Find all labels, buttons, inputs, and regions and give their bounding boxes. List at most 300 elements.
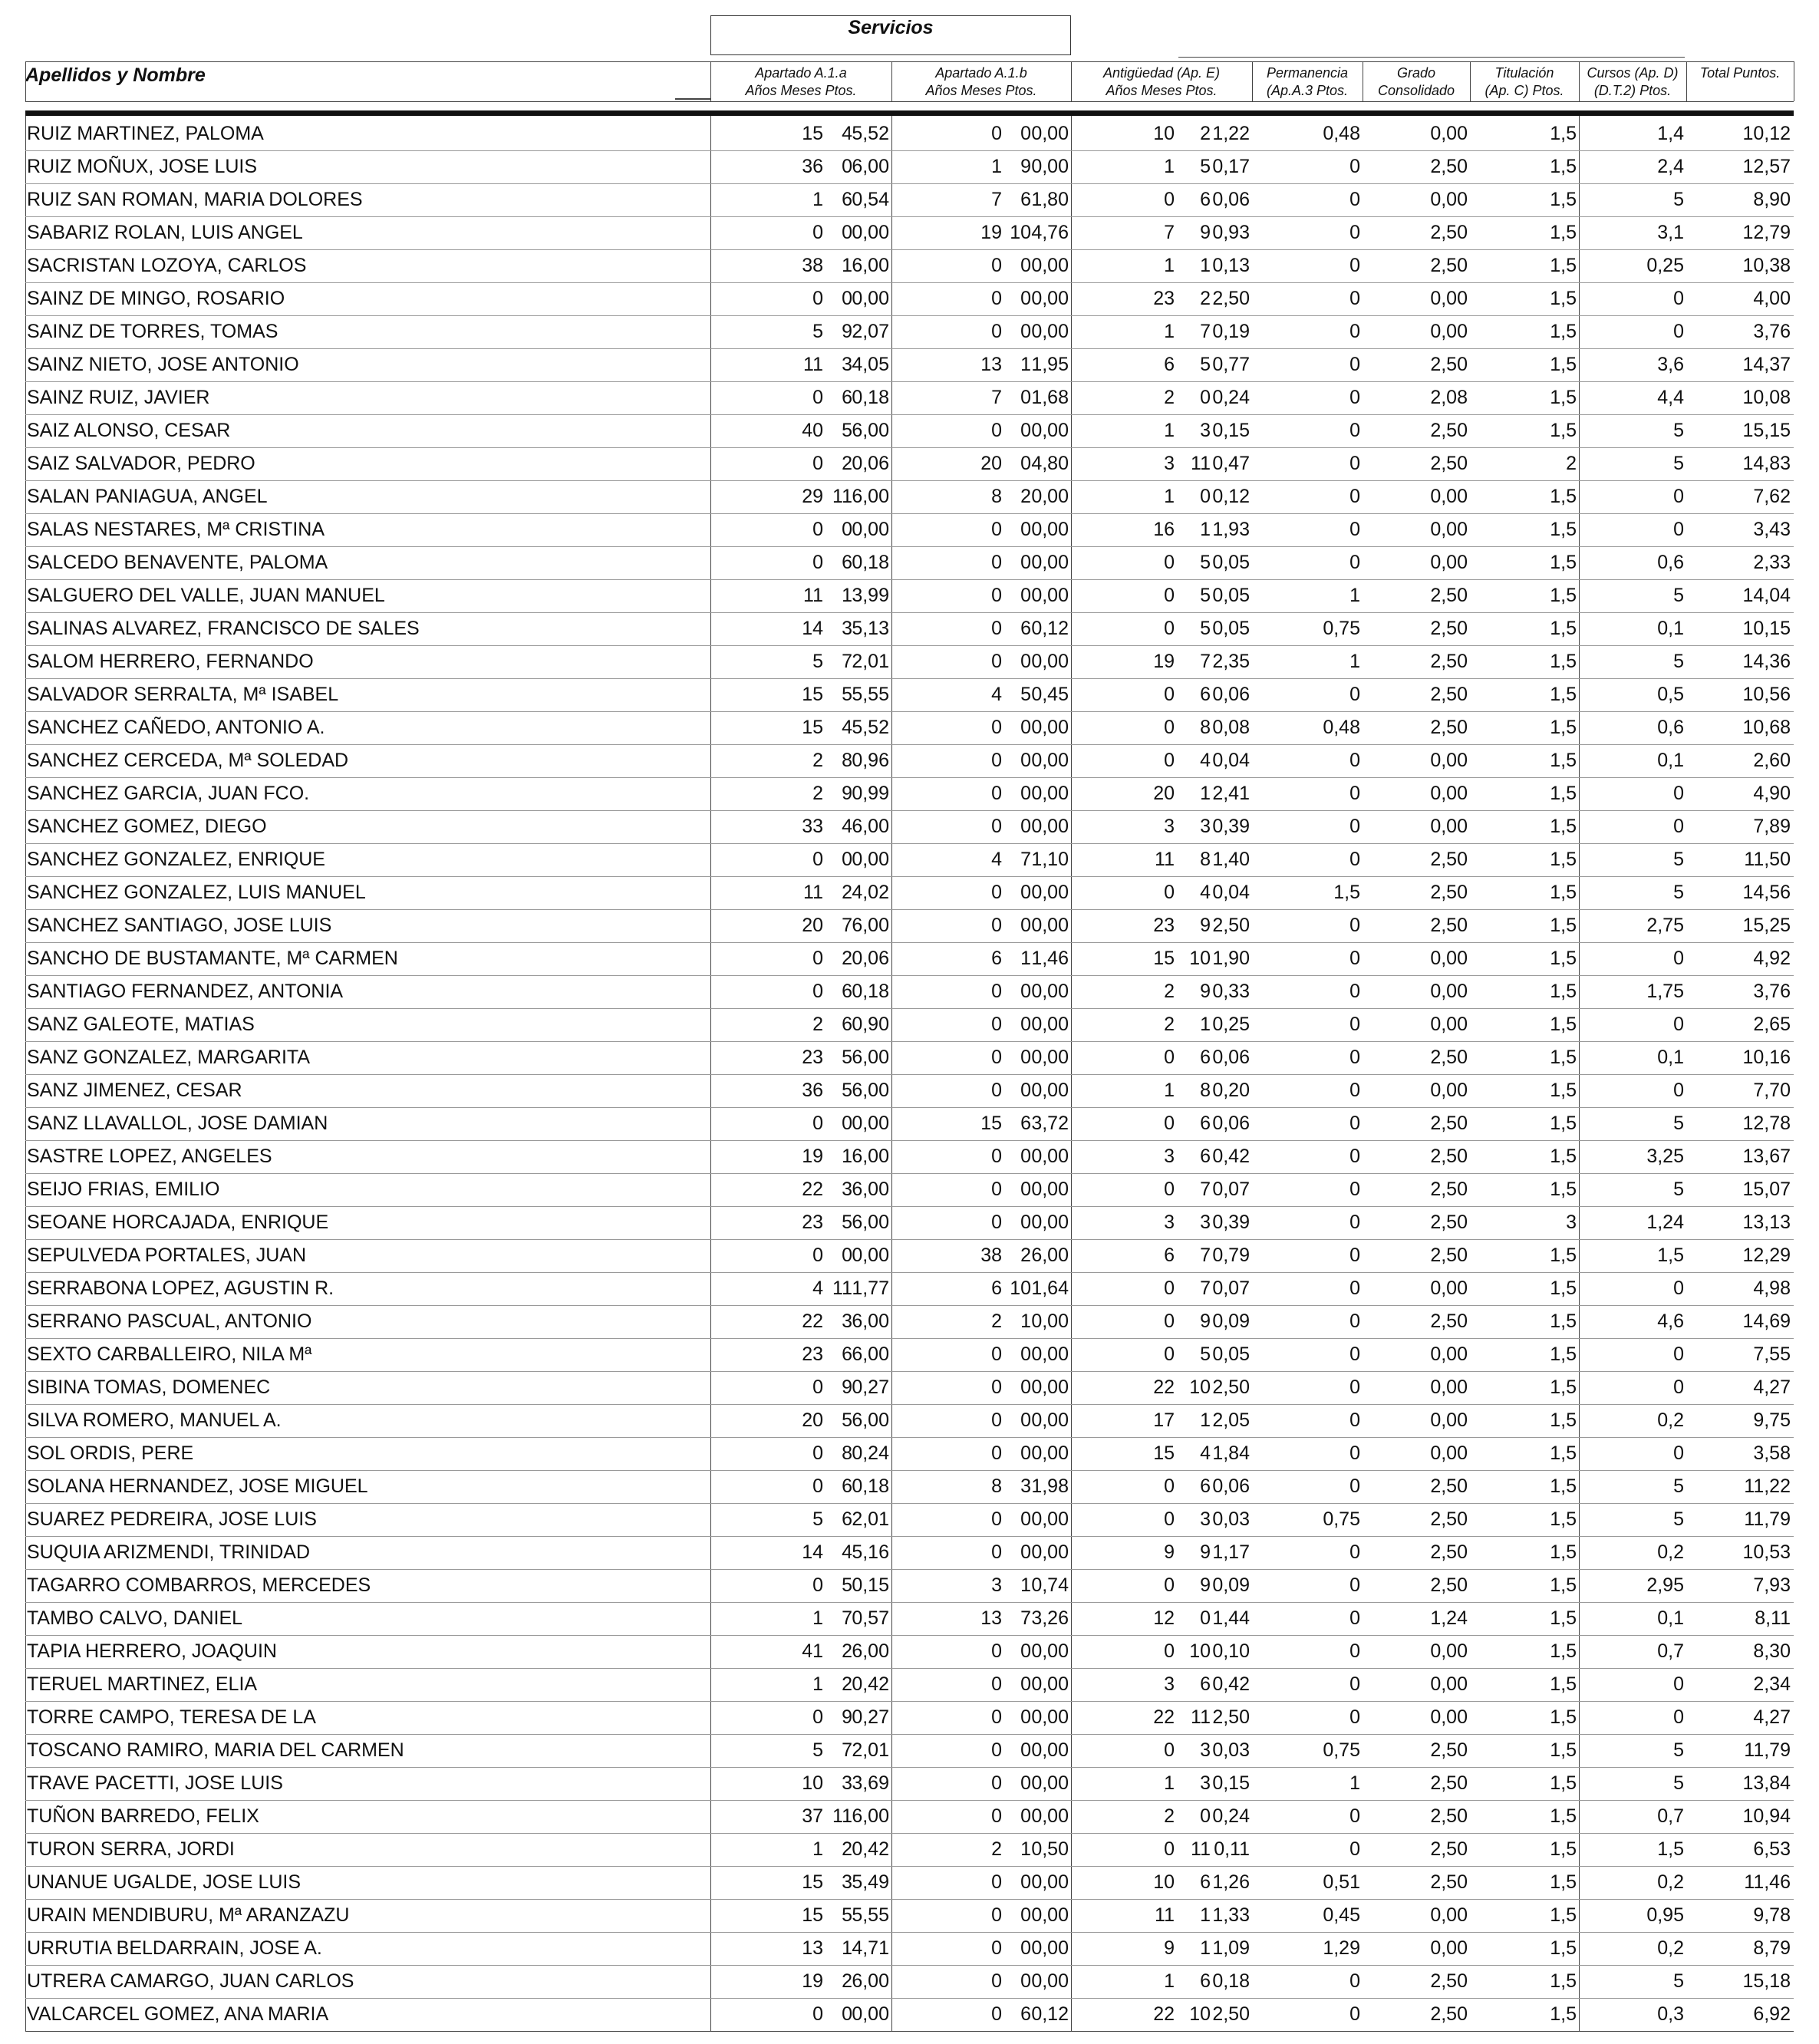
- a1b-months-cell: 0: [1020, 585, 1031, 606]
- antiguedad-months-cell: 1: [1200, 1014, 1211, 1035]
- titulacion-points-cell: 1,5: [1550, 1541, 1577, 1563]
- grado-points-cell: 0,00: [1430, 1278, 1468, 1299]
- a1b-points-cell: 0,00: [1031, 1146, 1069, 1167]
- a1a-months-cell: 4: [842, 1541, 852, 1563]
- row-separator: [25, 843, 1794, 844]
- antiguedad-months-cell: 9: [1200, 1574, 1211, 1596]
- a1a-points-cell: 0,42: [852, 1838, 889, 1860]
- permanencia-points-cell: 0: [1349, 1706, 1360, 1728]
- applicant-name: SALGUERO DEL VALLE, JUAN MANUEL: [27, 585, 385, 606]
- antiguedad-years-cell: 0: [1164, 618, 1175, 639]
- total-points-cell: 10,56: [1742, 684, 1791, 705]
- a1a-years-cell: 0: [812, 1706, 823, 1728]
- grado-points-cell: 2,08: [1430, 387, 1468, 408]
- table-row: [25, 1899, 1794, 1932]
- antiguedad-points-cell: 0,06: [1212, 1113, 1250, 1134]
- antiguedad-points-cell: 0,42: [1212, 1673, 1250, 1695]
- table-row: [25, 1008, 1794, 1041]
- applicant-name: SAINZ NIETO, JOSE ANTONIO: [27, 354, 299, 375]
- titulacion-points-cell: 1,5: [1550, 156, 1577, 177]
- a1b-points-cell: 0,00: [1031, 1706, 1069, 1728]
- total-points-cell: 14,04: [1742, 585, 1791, 606]
- grado-points-cell: 2,50: [1430, 1146, 1468, 1167]
- titulacion-points-cell: 1,5: [1550, 486, 1577, 507]
- cursos-points-cell: 0,2: [1657, 1409, 1684, 1431]
- a1a-points-cell: 1,77: [852, 1278, 889, 1299]
- a1a-years-cell: 14: [802, 618, 823, 639]
- grado-points-cell: 0,00: [1430, 552, 1468, 573]
- a1a-points-cell: 0,00: [852, 1245, 889, 1266]
- a1b-points-cell: 0,00: [1031, 288, 1069, 309]
- total-points-cell: 15,25: [1742, 915, 1791, 936]
- table-row: [25, 447, 1794, 480]
- table-row: [25, 480, 1794, 513]
- antiguedad-months-cell: 0: [1200, 1607, 1211, 1629]
- antiguedad-points-cell: 0,15: [1212, 420, 1250, 441]
- a1a-points-cell: 6,00: [852, 1970, 889, 1992]
- a1b-months-cell: 0: [1020, 1343, 1031, 1365]
- titulacion-points-cell: 1,5: [1550, 948, 1577, 969]
- a1a-years-cell: 15: [802, 1904, 823, 1926]
- titulacion-points-cell: 1,5: [1550, 1047, 1577, 1068]
- table-row: [25, 1998, 1794, 2031]
- table-row: [25, 1305, 1794, 1338]
- table-row: [25, 1536, 1794, 1569]
- a1a-points-cell: 6,00: [852, 1409, 889, 1431]
- antiguedad-points-cell: 0,07: [1212, 1179, 1250, 1200]
- antiguedad-months-cell: 3: [1200, 1772, 1211, 1794]
- applicant-name: URRUTIA BELDARRAIN, JOSE A.: [27, 1937, 322, 1959]
- table-row: [25, 183, 1794, 216]
- permanencia-points-cell: 0: [1349, 1376, 1360, 1398]
- titulacion-points-cell: 1,5: [1550, 321, 1577, 342]
- antiguedad-years-cell: 1: [1164, 255, 1175, 276]
- applicant-name: VALCARCEL GOMEZ, ANA MARIA: [27, 2003, 329, 2025]
- titulacion-points-cell: 1,5: [1550, 387, 1577, 408]
- antiguedad-years-cell: 15: [1153, 1442, 1175, 1464]
- permanencia-points-cell: 0: [1349, 552, 1360, 573]
- titulacion-points-cell: 1,5: [1550, 717, 1577, 738]
- a1b-points-cell: 0,00: [1031, 981, 1069, 1002]
- row-separator: [25, 942, 1794, 943]
- a1b-points-cell: 1,98: [1031, 1475, 1069, 1497]
- total-points-cell: 13,67: [1742, 1146, 1791, 1167]
- titulacion-points-cell: 1,5: [1550, 1014, 1577, 1035]
- a1a-months-cell: 0: [842, 2003, 852, 2025]
- antiguedad-years-cell: 20: [1153, 783, 1175, 804]
- header-divider: [891, 61, 892, 101]
- a1a-years-cell: 36: [802, 156, 823, 177]
- grado-points-cell: 2,50: [1430, 651, 1468, 672]
- total-points-cell: 9,78: [1753, 1904, 1791, 1926]
- a1a-years-cell: 23: [802, 1212, 823, 1233]
- col-header-total-puntos: [1686, 64, 1794, 82]
- antiguedad-years-cell: 0: [1164, 1508, 1175, 1530]
- a1a-months-cell: 6: [842, 1475, 852, 1497]
- a1b-months-cell: 0: [1020, 1805, 1031, 1827]
- antiguedad-years-cell: 10: [1153, 123, 1175, 144]
- applicant-name: TRAVE PACETTI, JOSE LUIS: [27, 1772, 283, 1794]
- a1a-months-cell: 3: [842, 1772, 852, 1794]
- antiguedad-years-cell: 0: [1164, 684, 1175, 705]
- antiguedad-points-cell: 2,41: [1212, 783, 1250, 804]
- a1a-months-cell: 7: [842, 915, 852, 936]
- a1a-months-cell: 2: [842, 1640, 852, 1662]
- total-points-cell: 14,37: [1742, 354, 1791, 375]
- a1b-points-cell: 0,00: [1031, 1937, 1069, 1959]
- col-header-line1: Titulación: [1494, 65, 1554, 81]
- total-points-cell: 4,90: [1753, 783, 1791, 804]
- cursos-points-cell: 2,95: [1646, 1574, 1684, 1596]
- a1b-years-cell: 0: [991, 816, 1002, 837]
- header-divider: [710, 61, 711, 101]
- header-divider: [1252, 61, 1253, 101]
- a1a-months-cell: 2: [842, 1970, 852, 1992]
- table-row: [25, 942, 1794, 975]
- cursos-points-cell: 0: [1673, 519, 1684, 540]
- applicant-name: SACRISTAN LOZOYA, CARLOS: [27, 255, 307, 276]
- permanencia-points-cell: 0: [1349, 1278, 1360, 1299]
- applicant-name: SAINZ RUIZ, JAVIER: [27, 387, 210, 408]
- a1b-points-cell: 0,00: [1031, 1179, 1069, 1200]
- a1b-years-cell: 0: [991, 618, 1002, 639]
- a1b-years-cell: 0: [991, 1409, 1002, 1431]
- a1b-years-cell: 0: [991, 1376, 1002, 1398]
- a1b-years-cell: 7: [991, 189, 1002, 210]
- table-row: [25, 1569, 1794, 1602]
- antiguedad-months-cell: 11: [1191, 1838, 1211, 1860]
- a1b-years-cell: 0: [991, 1343, 1002, 1365]
- total-points-cell: 12,29: [1742, 1245, 1791, 1266]
- a1b-months-cell: 0: [1020, 1937, 1031, 1959]
- row-separator: [25, 1800, 1794, 1801]
- a1b-months-cell: 0: [1020, 882, 1031, 903]
- total-points-cell: 8,79: [1753, 1937, 1791, 1959]
- header-overline: [1178, 57, 1685, 58]
- a1a-points-cell: 0,18: [852, 552, 889, 573]
- a1b-years-cell: 0: [991, 1805, 1002, 1827]
- antiguedad-years-cell: 0: [1164, 1310, 1175, 1332]
- permanencia-points-cell: 0: [1349, 783, 1360, 804]
- antiguedad-months-cell: 1: [1200, 519, 1211, 540]
- a1b-years-cell: 0: [991, 585, 1002, 606]
- a1b-months-cell: 0: [1020, 387, 1031, 408]
- antiguedad-years-cell: 6: [1164, 354, 1175, 375]
- a1a-points-cell: 6,00: [852, 816, 889, 837]
- antiguedad-years-cell: 2: [1164, 1014, 1175, 1035]
- titulacion-points-cell: 1,5: [1550, 255, 1577, 276]
- antiguedad-years-cell: 10: [1153, 1871, 1175, 1893]
- a1a-years-cell: 23: [802, 1047, 823, 1068]
- row-separator: [25, 1371, 1794, 1372]
- a1b-months-cell: 1: [1020, 948, 1031, 969]
- antiguedad-months-cell: 9: [1200, 915, 1211, 936]
- a1a-months-cell: 0: [842, 222, 852, 243]
- table-row: [25, 546, 1794, 579]
- a1b-months-cell: 6: [1020, 618, 1031, 639]
- a1b-months-cell: 1: [1020, 1310, 1031, 1332]
- cursos-points-cell: 0,3: [1657, 2003, 1684, 2025]
- a1b-years-cell: 0: [991, 255, 1002, 276]
- titulacion-points-cell: 1,5: [1550, 1376, 1577, 1398]
- a1b-years-cell: 7: [991, 387, 1002, 408]
- a1b-months-cell: 0: [1020, 420, 1031, 441]
- a1b-months-cell: 9: [1020, 156, 1031, 177]
- a1a-months-cell: 5: [842, 420, 852, 441]
- antiguedad-years-cell: 0: [1164, 1475, 1175, 1497]
- titulacion-points-cell: 1,5: [1550, 420, 1577, 441]
- a1b-months-cell: 0: [1020, 1772, 1031, 1794]
- row-separator: [25, 909, 1794, 910]
- total-points-cell: 2,60: [1753, 750, 1791, 771]
- applicant-name: SOL ORDIS, PERE: [27, 1442, 194, 1464]
- a1b-years-cell: 0: [991, 1937, 1002, 1959]
- header-left-rule: [25, 61, 26, 101]
- cursos-points-cell: 1,75: [1646, 981, 1684, 1002]
- a1b-years-cell: 6: [991, 1278, 1002, 1299]
- a1b-months-cell: 3: [1020, 1475, 1031, 1497]
- total-points-cell: 10,94: [1742, 1805, 1791, 1827]
- row-separator: [25, 777, 1794, 778]
- titulacion-points-cell: 1,5: [1550, 1442, 1577, 1464]
- a1b-years-cell: 0: [991, 1146, 1002, 1167]
- a1b-years-cell: 38: [980, 1245, 1002, 1266]
- col-header-line2: Años Meses Ptos.: [745, 82, 857, 98]
- grado-points-cell: 2,50: [1430, 1772, 1468, 1794]
- table-row: [25, 1173, 1794, 1206]
- total-points-cell: 10,53: [1742, 1541, 1791, 1563]
- name-column-header: Apellidos y Nombre: [25, 64, 206, 86]
- titulacion-points-cell: 1,5: [1550, 1937, 1577, 1959]
- total-points-cell: 6,92: [1753, 2003, 1791, 2025]
- antiguedad-months-cell: 4: [1200, 750, 1211, 771]
- a1b-points-cell: 0,00: [1031, 1772, 1069, 1794]
- antiguedad-points-cell: 0,04: [1212, 882, 1250, 903]
- antiguedad-points-cell: 1,26: [1212, 1871, 1250, 1893]
- a1a-years-cell: 5: [812, 1739, 823, 1761]
- applicant-name: TURON SERRA, JORDI: [27, 1838, 235, 1860]
- antiguedad-points-cell: 0,24: [1212, 387, 1250, 408]
- grado-points-cell: 2,50: [1430, 1475, 1468, 1497]
- col-header-line2: Años Meses Ptos.: [925, 82, 1037, 98]
- applicant-name: UNANUE UGALDE, JOSE LUIS: [27, 1871, 302, 1893]
- a1b-months-cell: 0: [1020, 1706, 1031, 1728]
- grado-points-cell: 0,00: [1430, 1673, 1468, 1695]
- table-row: [25, 117, 1794, 150]
- a1b-months-cell: 0: [1020, 783, 1031, 804]
- cursos-points-cell: 5: [1673, 1113, 1684, 1134]
- cursos-points-cell: 2,75: [1646, 915, 1684, 936]
- a1b-points-cell: 0,00: [1031, 651, 1069, 672]
- a1b-months-cell: 0: [1020, 1212, 1031, 1233]
- a1b-points-cell: 0,45: [1031, 684, 1069, 705]
- row-separator: [25, 1140, 1794, 1141]
- header-divider: [1071, 61, 1072, 101]
- a1a-years-cell: 22: [802, 1310, 823, 1332]
- a1b-months-cell: 0: [1020, 1640, 1031, 1662]
- antiguedad-points-cell: 0,07: [1212, 1278, 1250, 1299]
- a1b-points-cell: 0,00: [1031, 1904, 1069, 1926]
- titulacion-points-cell: 1,5: [1550, 1772, 1577, 1794]
- a1a-years-cell: 19: [802, 1970, 823, 1992]
- cursos-points-cell: 0: [1673, 486, 1684, 507]
- applicant-name: TUÑON BARREDO, FELIX: [27, 1805, 259, 1827]
- antiguedad-years-cell: 0: [1164, 1838, 1175, 1860]
- antiguedad-years-cell: 6: [1164, 1245, 1175, 1266]
- cursos-points-cell: 5: [1673, 849, 1684, 870]
- table-row: [25, 348, 1794, 381]
- table-row: [25, 876, 1794, 909]
- cursos-points-cell: 4,4: [1657, 387, 1684, 408]
- table-row: [25, 777, 1794, 810]
- total-points-cell: 10,68: [1742, 717, 1791, 738]
- antiguedad-years-cell: 0: [1164, 1739, 1175, 1761]
- titulacion-points-cell: 1,5: [1550, 1904, 1577, 1926]
- a1a-years-cell: 5: [812, 321, 823, 342]
- a1b-points-cell: 0,00: [1031, 1640, 1069, 1662]
- a1a-months-cell: 5: [842, 1047, 852, 1068]
- titulacion-points-cell: 1,5: [1550, 1607, 1577, 1629]
- total-points-cell: 13,13: [1742, 1212, 1791, 1233]
- a1a-points-cell: 0,24: [852, 1442, 889, 1464]
- a1a-points-cell: 0,00: [852, 2003, 889, 2025]
- antiguedad-points-cell: 0,33: [1212, 981, 1250, 1002]
- col-header-line1: Grado: [1396, 65, 1436, 81]
- table-row: [25, 1635, 1794, 1668]
- a1b-points-cell: 0,00: [1031, 1442, 1069, 1464]
- table-row: [25, 579, 1794, 612]
- permanencia-points-cell: 0,48: [1323, 717, 1360, 738]
- applicant-name: RUIZ MOÑUX, JOSE LUIS: [27, 156, 258, 177]
- header-divider: [1686, 61, 1687, 101]
- a1a-points-cell: 0,06: [852, 453, 889, 474]
- antiguedad-points-cell: 0,18: [1212, 1970, 1250, 1992]
- antiguedad-months-cell: 3: [1200, 1508, 1211, 1530]
- cursos-points-cell: 0: [1673, 783, 1684, 804]
- permanencia-points-cell: 0: [1349, 684, 1360, 705]
- a1a-points-cell: 0,27: [852, 1706, 889, 1728]
- grado-points-cell: 2,50: [1430, 156, 1468, 177]
- row-separator: [25, 1734, 1794, 1735]
- cursos-points-cell: 0: [1673, 816, 1684, 837]
- cursos-points-cell: 0,5: [1657, 684, 1684, 705]
- row-separator: [25, 975, 1794, 976]
- cursos-points-cell: 0: [1673, 1278, 1684, 1299]
- a1a-points-cell: 0,27: [852, 1376, 889, 1398]
- permanencia-points-cell: 0: [1349, 1475, 1360, 1497]
- titulacion-points-cell: 1,5: [1550, 1278, 1577, 1299]
- a1b-years-cell: 0: [991, 1904, 1002, 1926]
- total-points-cell: 10,12: [1742, 123, 1791, 144]
- grado-points-cell: 2,50: [1430, 420, 1468, 441]
- antiguedad-points-cell: 0,11: [1214, 1838, 1250, 1860]
- a1a-years-cell: 0: [812, 1442, 823, 1464]
- a1b-months-cell: 6: [1020, 189, 1031, 210]
- grado-points-cell: 2,50: [1430, 1047, 1468, 1068]
- a1a-years-cell: 15: [802, 684, 823, 705]
- a1b-points-cell: 0,74: [1031, 1574, 1069, 1596]
- antiguedad-years-cell: 3: [1164, 1212, 1175, 1233]
- applicant-name: SALAS NESTARES, Mª CRISTINA: [27, 519, 325, 540]
- a1a-years-cell: 0: [812, 222, 823, 243]
- total-points-cell: 4,27: [1753, 1706, 1791, 1728]
- titulacion-points-cell: 1,5: [1550, 123, 1577, 144]
- cursos-points-cell: 1,4: [1657, 123, 1684, 144]
- a1b-years-cell: 15: [980, 1113, 1002, 1134]
- applicant-name: SANZ GONZALEZ, MARGARITA: [27, 1047, 311, 1068]
- antiguedad-points-cell: 0,19: [1212, 321, 1250, 342]
- permanencia-points-cell: 1: [1349, 1772, 1360, 1794]
- row-separator: [25, 810, 1794, 811]
- cursos-points-cell: 0,2: [1657, 1871, 1684, 1893]
- applicant-name: SERRANO PASCUAL, ANTONIO: [27, 1310, 312, 1332]
- grado-points-cell: 2,50: [1430, 1541, 1468, 1563]
- row-separator: [25, 1041, 1794, 1042]
- row-separator: [25, 1965, 1794, 1966]
- antiguedad-points-cell: 0,15: [1212, 1772, 1250, 1794]
- a1a-months-cell: 9: [842, 1706, 852, 1728]
- total-points-cell: 7,93: [1753, 1574, 1791, 1596]
- permanencia-points-cell: 0: [1349, 1409, 1360, 1431]
- applicant-name: TAMBO CALVO, DANIEL: [27, 1607, 243, 1629]
- total-points-cell: 11,22: [1744, 1475, 1791, 1497]
- row-separator: [25, 1635, 1794, 1636]
- a1a-months-cell: 9: [842, 783, 852, 804]
- titulacion-points-cell: 1,5: [1550, 1673, 1577, 1695]
- row-separator: [25, 480, 1794, 481]
- permanencia-points-cell: 0: [1349, 387, 1360, 408]
- a1a-points-cell: 0,18: [852, 387, 889, 408]
- row-separator: [25, 1305, 1794, 1306]
- permanencia-points-cell: 0: [1349, 1343, 1360, 1365]
- antiguedad-points-cell: 0,47: [1212, 453, 1250, 474]
- a1a-years-cell: 0: [812, 453, 823, 474]
- a1a-points-cell: 0,15: [852, 1574, 889, 1596]
- grado-points-cell: 2,50: [1430, 849, 1468, 870]
- total-points-cell: 14,56: [1742, 882, 1791, 903]
- a1b-points-cell: 0,00: [1031, 156, 1069, 177]
- antiguedad-points-cell: 1,17: [1212, 1541, 1250, 1563]
- a1b-months-cell: 0: [1020, 1904, 1031, 1926]
- antiguedad-points-cell: 0,05: [1212, 1343, 1250, 1365]
- applicant-name: SEOANE HORCAJADA, ENRIQUE: [27, 1212, 329, 1233]
- a1b-points-cell: 0,00: [1031, 915, 1069, 936]
- applicant-name: SALCEDO BENAVENTE, PALOMA: [27, 552, 328, 573]
- antiguedad-months-cell: 8: [1200, 1080, 1211, 1101]
- a1a-years-cell: 15: [802, 1871, 823, 1893]
- antiguedad-points-cell: 1,40: [1212, 849, 1250, 870]
- total-points-cell: 11,79: [1744, 1508, 1791, 1530]
- a1b-months-cell: 0: [1020, 1508, 1031, 1530]
- table-row: [25, 810, 1794, 843]
- cursos-points-cell: 5: [1673, 651, 1684, 672]
- a1b-months-cell: 10: [1010, 222, 1031, 243]
- a1a-points-cell: 6,00: [852, 1343, 889, 1365]
- antiguedad-points-cell: 0,25: [1212, 1014, 1250, 1035]
- a1b-years-cell: 0: [991, 1212, 1002, 1233]
- table-row: [25, 1668, 1794, 1701]
- a1a-months-cell: 3: [842, 618, 852, 639]
- a1a-points-cell: 0,06: [852, 948, 889, 969]
- total-points-cell: 3,76: [1753, 981, 1791, 1002]
- antiguedad-months-cell: 10: [1189, 2003, 1211, 2025]
- antiguedad-points-cell: 0,03: [1212, 1508, 1250, 1530]
- cursos-points-cell: 1,5: [1657, 1838, 1684, 1860]
- a1a-months-cell: 1: [842, 1937, 852, 1959]
- cursos-points-cell: 5: [1673, 453, 1684, 474]
- grado-points-cell: 0,00: [1430, 816, 1468, 837]
- a1b-points-cell: 0,00: [1031, 420, 1069, 441]
